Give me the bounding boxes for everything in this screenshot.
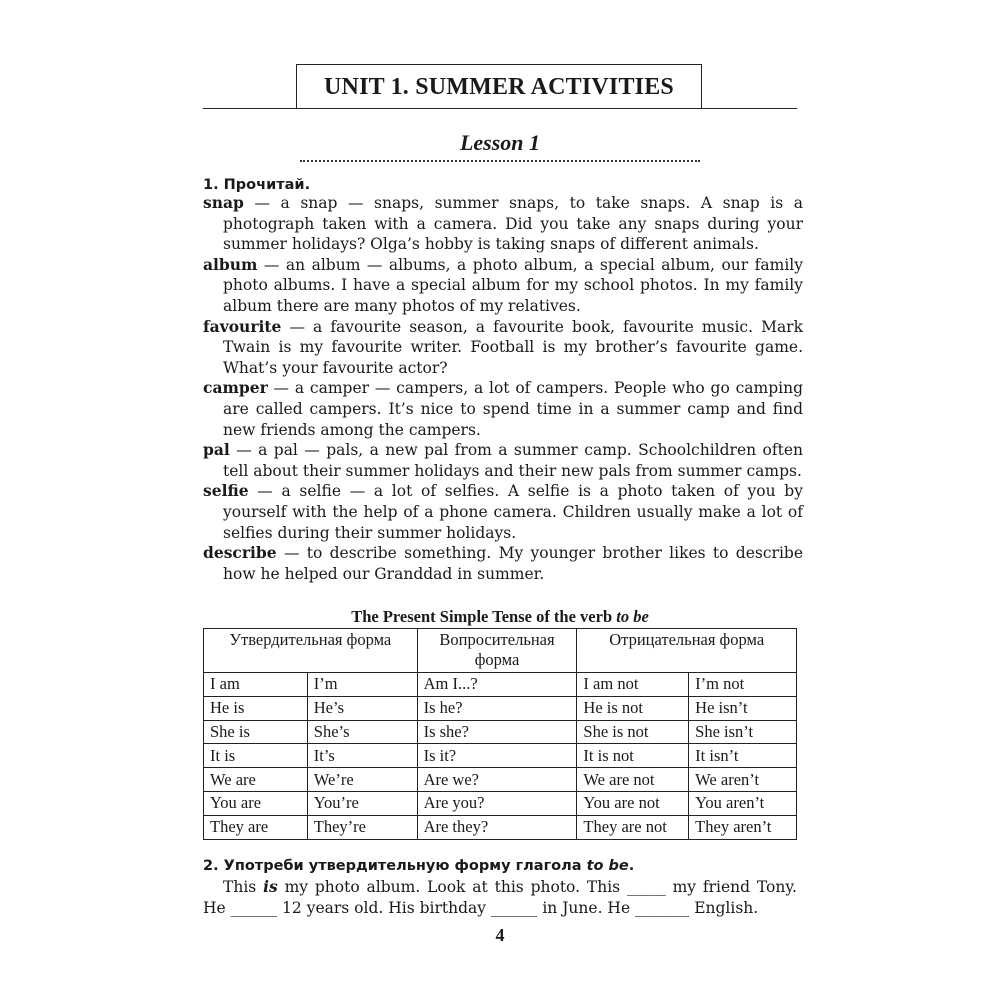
vocab-entry-pal xyxy=(203,440,803,481)
table-cell: He is xyxy=(204,696,308,720)
header-negative: Отрицательная форма xyxy=(577,629,797,673)
exercise-2-heading-main: 2. Употреби утвердительную форму глагола xyxy=(203,858,587,874)
table-cell: I am xyxy=(204,673,308,697)
table-caption-verb: to be xyxy=(616,607,649,626)
table-cell: We’re xyxy=(307,768,417,792)
unit-title-box xyxy=(296,64,702,108)
table-row xyxy=(204,815,797,839)
table-row xyxy=(204,673,797,697)
vocab-definition: — to describe something. My younger brother likes to describe how he helped our Granddad in summer. xyxy=(223,544,803,583)
table-cell: It’s xyxy=(307,744,417,768)
vocab-term: describe xyxy=(203,543,277,563)
table-cell: Is it? xyxy=(417,744,577,768)
vocab-entry-album xyxy=(203,255,803,317)
exercise-2-heading-end: . xyxy=(628,858,635,874)
table-cell: I’m xyxy=(307,673,417,697)
table-cell: We aren’t xyxy=(689,768,797,792)
table-cell: It is xyxy=(204,744,308,768)
table-cell: You’re xyxy=(307,791,417,815)
exercise-2 xyxy=(203,858,797,918)
table-cell: You are not xyxy=(577,791,689,815)
table-cell: Am I...? xyxy=(417,673,577,697)
lesson-dotted-rule xyxy=(300,160,700,162)
exercise-2-example-word: is xyxy=(263,877,278,896)
table-cell: They are xyxy=(204,815,308,839)
table-cell: She is not xyxy=(577,720,689,744)
table-cell: Are we? xyxy=(417,768,577,792)
exercise-2-text-rest: my photo album. Look at this photo. This _____ my friend Tony. He ______ 12 years old. His birthday ______ in June. He _______ English. xyxy=(203,878,797,917)
vocab-definition: — a snap — snaps, summer snaps, to take snaps. A snap is a photograph taken with a camera. Did you take any snaps during your summer holidays? Olga’s hobby is taking snaps of different animals. xyxy=(223,194,803,254)
exercise-1-heading: 1. Прочитай. xyxy=(203,177,311,193)
table-cell: Is he? xyxy=(417,696,577,720)
table-cell: He isn’t xyxy=(689,696,797,720)
table-row xyxy=(204,768,797,792)
table-cell: You are xyxy=(204,791,308,815)
vocab-term: album xyxy=(203,254,258,274)
vocab-term: selfie xyxy=(203,481,249,501)
table-cell: She’s xyxy=(307,720,417,744)
exercise-2-heading-verb: to be xyxy=(586,858,629,874)
unit-title: UNIT 1. SUMMER ACTIVITIES xyxy=(324,74,674,100)
vocab-term: favourite xyxy=(203,316,282,336)
vocab-entry-snap xyxy=(203,193,803,255)
vocab-definition: — a pal — pals, a new pal from a summer camp. Schoolchildren often tell about their summer holidays and their new pals from summer camps. xyxy=(223,441,803,480)
table-cell: It isn’t xyxy=(689,744,797,768)
table-cell: Is she? xyxy=(417,720,577,744)
vocab-term: pal xyxy=(203,440,230,460)
table-cell: I’m not xyxy=(689,673,797,697)
table-cell: You aren’t xyxy=(689,791,797,815)
table-caption xyxy=(203,607,797,627)
table-cell: They are not xyxy=(577,815,689,839)
header-interrogative: Вопросительная форма xyxy=(417,629,577,673)
table-cell: Are they? xyxy=(417,815,577,839)
exercise-2-heading xyxy=(203,858,797,874)
table-row xyxy=(204,791,797,815)
table-cell: She isn’t xyxy=(689,720,797,744)
vocab-entry-camper xyxy=(203,378,803,440)
vocab-definition: — a selfie — a lot of selfies. A selfie is a photo taken of you by yourself with the help of a phone camera. Children usually make a lot of selfies during their summer holidays. xyxy=(223,482,803,542)
table-cell: She is xyxy=(204,720,308,744)
vocabulary-list xyxy=(203,193,803,584)
table-header-row xyxy=(204,629,797,673)
vocab-entry-favourite xyxy=(203,317,803,379)
vocab-entry-describe xyxy=(203,543,803,584)
table-cell: He is not xyxy=(577,696,689,720)
table-row xyxy=(204,720,797,744)
table-cell: They aren’t xyxy=(689,815,797,839)
table-row xyxy=(204,696,797,720)
exercise-2-text xyxy=(203,877,797,918)
header-affirmative: Утвердительная форма xyxy=(204,629,418,673)
table-cell: Are you? xyxy=(417,791,577,815)
lesson-title: Lesson 1 xyxy=(459,130,541,155)
table-caption-main: The Present Simple Tense of the verb xyxy=(351,607,617,626)
table-cell: I am not xyxy=(577,673,689,697)
exercise-2-text-start: This xyxy=(223,878,264,896)
table-cell: It is not xyxy=(577,744,689,768)
vocab-definition: — a favourite season, a favourite book, favourite music. Mark Twain is my favourite writer. Football is my brother’s favourite game. What’s your favourite actor? xyxy=(223,317,803,377)
page-number: 4 xyxy=(495,925,505,945)
vocab-term: camper xyxy=(203,378,268,398)
vocab-entry-selfie xyxy=(203,481,803,543)
table-cell: They’re xyxy=(307,815,417,839)
table-cell: We are not xyxy=(577,768,689,792)
vocab-definition: — a camper — campers, a lot of campers. People who go camping are called campers. It’s nice to spend time in a summer camp and find new friends among the campers. xyxy=(223,379,803,439)
grammar-table xyxy=(203,628,797,840)
table-row xyxy=(204,744,797,768)
vocab-definition: — an album — albums, a photo album, a special album, our family photo albums. I have a special album for my school photos. In my family album there are many photos of my relatives. xyxy=(223,255,803,315)
table-cell: We are xyxy=(204,768,308,792)
table-cell: He’s xyxy=(307,696,417,720)
vocab-term: snap xyxy=(203,193,244,212)
